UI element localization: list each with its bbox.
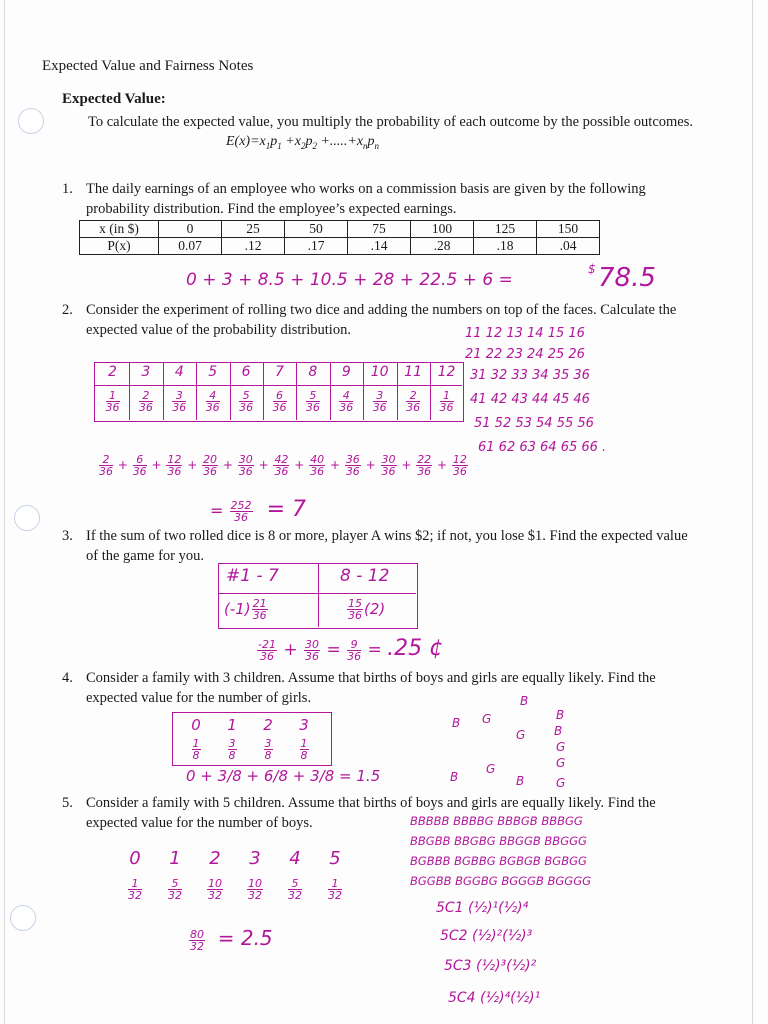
plus-sign: + bbox=[361, 458, 380, 472]
tree-node: G bbox=[482, 712, 492, 726]
table-cell: .18 bbox=[474, 238, 537, 255]
p2-prob-cell bbox=[129, 390, 162, 413]
fraction: $\frac{3}{8}$ bbox=[228, 737, 236, 762]
table-cell: 50 bbox=[285, 221, 348, 238]
fraction: $\frac{252}{36}$ bbox=[230, 499, 252, 524]
plus-sign: + bbox=[114, 458, 132, 472]
p2-answer: = 7 bbox=[266, 497, 307, 522]
fraction: $\frac{3}{36}$ bbox=[372, 389, 387, 414]
expected-value-formula: $E(x)=x_1p_1 +x_2p_2 +.....+x_np_n$ bbox=[226, 134, 380, 151]
fraction: $\frac{1}{36}$ bbox=[439, 389, 454, 414]
p2-sum-cell: 8 bbox=[308, 364, 318, 380]
tree-node: B bbox=[452, 716, 461, 730]
p2-sum-cell: 10 bbox=[370, 364, 389, 380]
p4-prob-cell bbox=[180, 738, 212, 761]
p5-prob-cell bbox=[198, 878, 232, 901]
tree-node: G bbox=[556, 776, 566, 790]
fraction: $\frac{30}{36}$ bbox=[238, 453, 253, 478]
p2-prob-cell bbox=[430, 390, 463, 413]
table-cell: 0 bbox=[159, 221, 222, 238]
p3-cell-win: $\frac{15}{36}$ (2) bbox=[348, 597, 386, 622]
problem-5-text-line1: Consider a family with 5 children. Assume that births of boys and girls are equally likely. Find the bbox=[86, 795, 656, 811]
outcome-row: 11 12 13 14 15 16 bbox=[465, 326, 585, 341]
p5-value-cell: 4 bbox=[289, 848, 301, 869]
fraction: $\frac{3}{36}$ bbox=[172, 389, 187, 414]
p5-prob-cell bbox=[118, 878, 152, 901]
binder-hole-3 bbox=[10, 905, 36, 931]
problem-3-text-line1: If the sum of two rolled dice is 8 or more, player A wins $2; if not, you lose $1. Find the expected value bbox=[86, 528, 688, 544]
fraction: $\frac{42}{36}$ bbox=[274, 453, 289, 478]
p3-header-win: 8 - 12 bbox=[340, 566, 390, 586]
p4-work: 0 + 3/8 + 6/8 + 3/8 = 1.5 bbox=[186, 767, 381, 785]
p3-box-divider bbox=[318, 563, 319, 627]
page-right-edge bbox=[752, 0, 753, 1024]
plus-sign: + bbox=[219, 458, 237, 472]
table-cell: 0.07 bbox=[159, 238, 222, 255]
plus-sign: + bbox=[183, 458, 202, 472]
p5-combination: 5C1 (½)¹(½)⁴ bbox=[436, 900, 529, 916]
tree-node: G bbox=[486, 762, 496, 776]
fraction: $\frac{3}{8}$ bbox=[264, 737, 272, 762]
p5-outcome-row: BBGBB BBGBG BBGGB BBGGG bbox=[410, 834, 587, 848]
p4-value-cell: 3 bbox=[299, 716, 309, 734]
p4-prob-cell bbox=[288, 738, 320, 761]
table-cell: .17 bbox=[285, 238, 348, 255]
problem-4-number: 4. bbox=[62, 670, 73, 686]
outcome-row: 31 32 33 34 35 36 bbox=[470, 368, 590, 383]
problem-3-text-line2: of the game for you. bbox=[86, 548, 204, 564]
p2-row-line bbox=[94, 385, 462, 386]
p3-answer: .25 ¢ bbox=[387, 636, 444, 661]
outcome-row: 41 42 43 44 45 46 bbox=[470, 392, 590, 407]
p2-prob-cell bbox=[363, 390, 396, 413]
problem-2-number: 2. bbox=[62, 302, 73, 318]
outcome-row: 51 52 53 54 55 56 bbox=[474, 416, 594, 431]
p5-prob-cell bbox=[278, 878, 312, 901]
fraction: $\frac{12}{36}$ bbox=[167, 453, 182, 478]
p2-prob-cell bbox=[397, 390, 430, 413]
table-cell: 25 bbox=[222, 221, 285, 238]
p5-combination: 5C4 (½)⁴(½)¹ bbox=[448, 990, 541, 1006]
tree-node: B bbox=[450, 770, 459, 784]
fraction: $\frac{1}{36}$ bbox=[105, 389, 120, 414]
p5-prob-cell bbox=[238, 878, 272, 901]
fraction: $\frac{2}{36}$ bbox=[138, 389, 153, 414]
p2-result bbox=[210, 497, 306, 523]
problem-1-text-line1: The daily earnings of an employee who works on a commission basis are given by the following bbox=[86, 181, 646, 197]
tree-node: G bbox=[516, 728, 526, 742]
p2-prob-cell bbox=[230, 390, 263, 413]
p2-sum-cell: 4 bbox=[174, 364, 184, 380]
tree-node: B bbox=[554, 724, 563, 738]
p5-combination: 5C3 (½)³(½)² bbox=[444, 958, 537, 974]
fraction: $\frac{6}{36}$ bbox=[272, 389, 287, 414]
fraction: $\frac{10}{32}$ bbox=[248, 877, 262, 902]
p3-work: $\frac{-21}{36}$ + $\frac{30}{36}$ = $\frac{9}{36}$ = .25 ¢ bbox=[258, 636, 444, 663]
p2-sum-cell: 2 bbox=[108, 364, 117, 380]
fraction: $\frac{36}{36}$ bbox=[345, 453, 360, 478]
fraction: $\frac{1}{32}$ bbox=[128, 877, 142, 902]
p2-prob-cell bbox=[196, 390, 229, 413]
p5-combination: 5C2 (½)²(½)³ bbox=[440, 928, 533, 944]
fraction: $\frac{20}{36}$ bbox=[203, 453, 218, 478]
problem-1-number: 1. bbox=[62, 181, 73, 197]
plus-sign: + bbox=[290, 458, 309, 472]
p5-value-cell: 3 bbox=[249, 848, 261, 869]
table-header-p: P(x) bbox=[80, 238, 159, 255]
fraction: $\frac{5}{36}$ bbox=[305, 389, 320, 414]
earnings-distribution-table bbox=[79, 220, 600, 255]
fraction: $\frac{30}{36}$ bbox=[381, 453, 396, 478]
page-title: Expected Value and Fairness Notes bbox=[42, 58, 254, 74]
fraction: $\frac{80}{32}$ bbox=[190, 927, 204, 953]
p2-sum-cell: 11 bbox=[404, 364, 422, 380]
p2-prob-cell bbox=[96, 390, 129, 413]
p5-value-cell: 2 bbox=[209, 848, 221, 869]
fraction: $\frac{1}{8}$ bbox=[300, 737, 308, 762]
plus-sign: + bbox=[326, 458, 344, 472]
problem-2-text-line1: Consider the experiment of rolling two dice and adding the numbers on top of the faces. Calculate the bbox=[86, 302, 677, 318]
p4-prob-cell bbox=[216, 738, 248, 761]
p2-sum-cell: 7 bbox=[275, 364, 284, 380]
plus-sign: + bbox=[397, 458, 416, 472]
fraction: $\frac{5}{32}$ bbox=[288, 877, 302, 902]
fraction: $\frac{2}{36}$ bbox=[99, 453, 113, 478]
plus-sign: + bbox=[433, 458, 451, 472]
problem-5-number: 5. bbox=[62, 795, 73, 811]
table-cell: 75 bbox=[348, 221, 411, 238]
tree-node: G bbox=[556, 756, 566, 770]
binder-hole-1 bbox=[18, 108, 44, 134]
table-cell: .28 bbox=[411, 238, 474, 255]
plus-sign: + bbox=[147, 458, 166, 472]
p5-outcome-row: BBBBB BBBBG BBBGB BBBGG bbox=[410, 814, 583, 828]
table-cell: .04 bbox=[537, 238, 600, 255]
problem-4-text-line2: expected value for the number of girls. bbox=[86, 690, 312, 706]
p1-answer: 78.5 bbox=[598, 263, 656, 293]
p4-value-cell: 0 bbox=[191, 716, 201, 734]
table-header-x: x (in $) bbox=[80, 221, 159, 238]
table-cell: 100 bbox=[411, 221, 474, 238]
table-row-p bbox=[80, 238, 600, 255]
fraction: $\frac{12}{36}$ bbox=[452, 453, 467, 478]
problem-2-text-line2: expected value of the probability distribution. bbox=[86, 322, 351, 338]
tree-node: B bbox=[556, 708, 565, 722]
p5-result bbox=[188, 926, 273, 952]
outcome-row: 61 62 63 64 65 66 . bbox=[478, 440, 607, 455]
problem-5-text-line2: expected value for the number of boys. bbox=[86, 815, 313, 831]
problem-3-number: 3. bbox=[62, 528, 73, 544]
fraction: $\frac{40}{36}$ bbox=[310, 453, 325, 478]
p2-sum-cell: 6 bbox=[241, 364, 251, 380]
p3-header-lose: #1 - 7 bbox=[226, 566, 279, 586]
binder-hole-2 bbox=[14, 505, 40, 531]
p5-outcome-row: BGBBB BGBBG BGBGB BGBGG bbox=[410, 854, 587, 868]
p5-prob-cell bbox=[318, 878, 352, 901]
p5-prob-cell bbox=[158, 878, 192, 901]
p5-value-cell: 5 bbox=[329, 848, 341, 869]
p2-prob-cell bbox=[163, 390, 196, 413]
p5-value-cell: 0 bbox=[129, 848, 141, 869]
p2-sum-cell: 3 bbox=[141, 364, 151, 380]
plus-sign: + bbox=[254, 458, 273, 472]
p2-prob-cell bbox=[296, 390, 329, 413]
fraction: $\frac{4}{36}$ bbox=[205, 389, 220, 414]
p3-box-row-line bbox=[218, 593, 416, 594]
fraction: $\frac{5}{32}$ bbox=[168, 877, 182, 902]
p4-value-cell: 2 bbox=[263, 716, 273, 734]
p4-value-cell: 1 bbox=[227, 716, 237, 734]
outcome-row: 21 22 23 24 25 26 bbox=[465, 347, 585, 362]
tree-node: G bbox=[556, 740, 566, 754]
table-cell: 150 bbox=[537, 221, 600, 238]
p3-cell-lose: (-1) $\frac{21}{36}$ bbox=[224, 597, 267, 622]
equals-sign: = bbox=[210, 501, 224, 520]
p2-sum-cell: 5 bbox=[208, 364, 218, 380]
p2-sum-cell: 9 bbox=[341, 364, 351, 380]
expected-value-description: To calculate the expected value, you multiply the probability of each outcome by the possible outcomes. bbox=[88, 114, 693, 130]
fraction: $\frac{1}{32}$ bbox=[328, 877, 342, 902]
problem-1-text-line2: probability distribution. Find the employee’s expected earnings. bbox=[86, 201, 457, 217]
p5-value-cell: 1 bbox=[169, 848, 181, 869]
p5-outcome-row: BGGBB BGGBG BGGGB BGGGG bbox=[410, 874, 592, 888]
table-cell: .14 bbox=[348, 238, 411, 255]
fraction: $\frac{2}{36}$ bbox=[406, 389, 421, 414]
page-left-edge bbox=[4, 0, 5, 1024]
table-row-x bbox=[80, 221, 600, 238]
p2-sum-cell: 12 bbox=[437, 364, 456, 380]
fraction: $\frac{10}{32}$ bbox=[208, 877, 222, 902]
p5-answer: = 2.5 bbox=[217, 926, 273, 950]
tree-node: B bbox=[516, 774, 525, 788]
p2-prob-cell bbox=[330, 390, 363, 413]
fraction: $\frac{5}{36}$ bbox=[239, 389, 254, 414]
table-cell: .12 bbox=[222, 238, 285, 255]
fraction: $\frac{22}{36}$ bbox=[417, 453, 432, 478]
expected-value-heading: Expected Value: bbox=[62, 91, 166, 107]
p1-handwritten-work: 0 + 3 + 8.5 + 10.5 + 28 + 22.5 + 6 = bbox=[186, 270, 513, 290]
p2-products-sum bbox=[98, 454, 469, 477]
p4-prob-cell bbox=[252, 738, 284, 761]
problem-4-text-line1: Consider a family with 3 children. Assume that births of boys and girls are equally likely. Find the bbox=[86, 670, 656, 686]
fraction: $\frac{4}{36}$ bbox=[339, 389, 354, 414]
tree-node: B bbox=[520, 694, 529, 708]
dollar-sign: $ bbox=[588, 262, 596, 276]
table-cell: 125 bbox=[474, 221, 537, 238]
p2-prob-cell bbox=[263, 390, 296, 413]
fraction: $\frac{1}{8}$ bbox=[192, 737, 200, 762]
fraction: $\frac{6}{36}$ bbox=[132, 453, 147, 478]
